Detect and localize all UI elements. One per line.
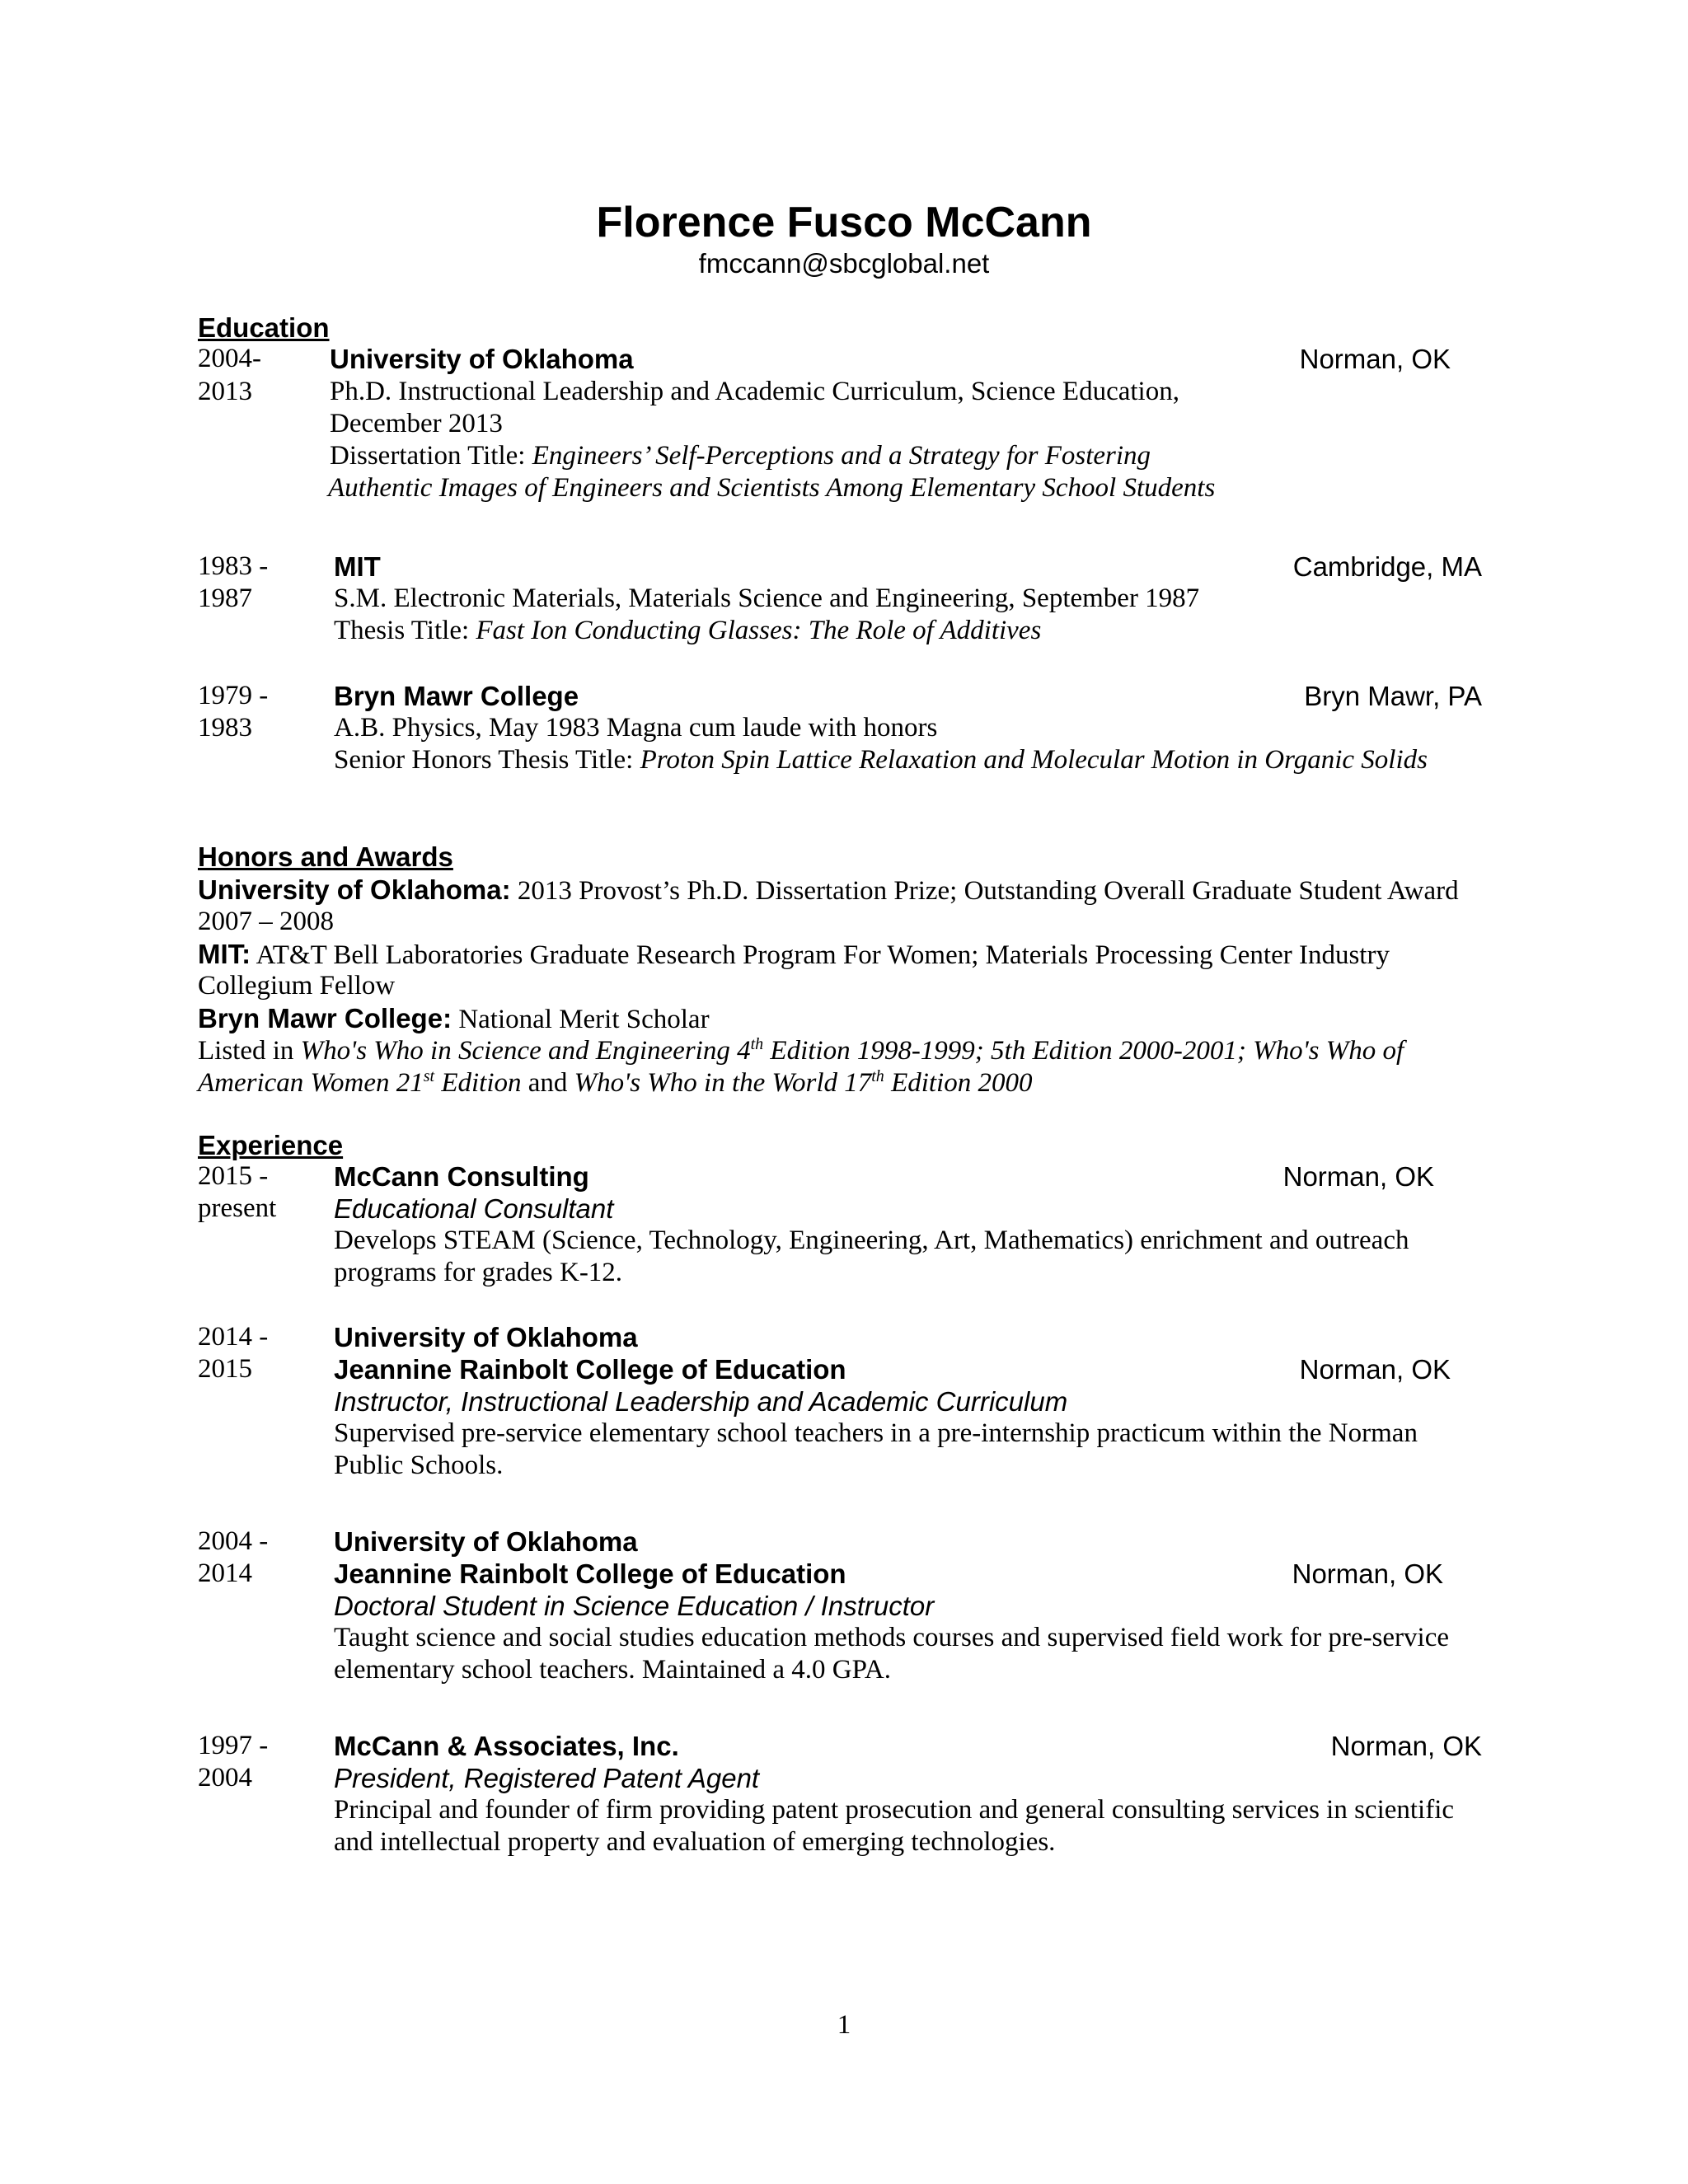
honors-listed-line1: [198, 1035, 1404, 1067]
edu-2-year-end: 1987: [198, 583, 252, 613]
edu-3-institution: Bryn Mawr College: [334, 681, 579, 711]
edu-3-year-start: 1979 -: [198, 681, 269, 710]
edu-3-location: Bryn Mawr, PA: [1304, 681, 1482, 711]
listed-sup-th: th: [750, 1035, 764, 1053]
exp-4-role: President, Registered Patent Agent: [334, 1763, 760, 1793]
exp-1-desc-line2: programs for grades K-12.: [334, 1258, 623, 1287]
exp-4-year-end: 2004: [198, 1763, 252, 1793]
edu-2-degree-line1: S.M. Electronic Materials, Materials Science and Engineering, September 1987: [334, 583, 1200, 613]
exp-2-org: University of Oklahoma: [334, 1322, 638, 1352]
exp-4-year-start: 1997 -: [198, 1731, 269, 1760]
listed-edition: Edition: [434, 1068, 522, 1098]
exp-2-role: Instructor, Instructional Leadership and Academic Curriculum: [334, 1386, 1068, 1417]
edu-3-title: Proton Spin Lattice Relaxation and Molecular Motion in Organic Solids: [640, 745, 1428, 775]
exp-1-year-end: present: [198, 1193, 277, 1223]
exp-1-role: Educational Consultant: [334, 1193, 614, 1224]
exp-2-year-end: 2015: [198, 1354, 252, 1384]
exp-2-desc-line2: Public Schools.: [334, 1451, 504, 1480]
edu-1-title-line1: Engineers’ Self-Perceptions and a Strategy for Fostering: [532, 441, 1151, 471]
education-heading: Education: [198, 312, 330, 343]
honors-mit-text: AT&T Bell Laboratories Graduate Research Program For Women; Materials Processing Center Industry: [251, 940, 1390, 970]
exp-3-org-college: Jeannine Rainbolt College of Education: [334, 1558, 846, 1589]
contact-email: fmccann@sbcglobal.net: [698, 248, 990, 279]
listed-edition-2000: Edition 2000: [884, 1068, 1033, 1098]
edu-2-year-start: 1983 -: [198, 551, 269, 581]
honors-listed-line2: [198, 1067, 1032, 1099]
listed-whos-who-world: Who's Who in the World 17: [574, 1068, 872, 1098]
edu-3-degree-line1: A.B. Physics, May 1983 Magna cum laude with honors: [334, 713, 938, 743]
honors-mit: [198, 938, 1390, 972]
edu-2-institution: MIT: [334, 551, 381, 582]
honors-mit-label: MIT:: [198, 939, 251, 969]
exp-4-location: Norman, OK: [1330, 1731, 1482, 1761]
exp-3-org: University of Oklahoma: [334, 1526, 638, 1557]
honors-heading: Honors and Awards: [198, 841, 453, 872]
honors-bmc-text: National Merit Scholar: [452, 1005, 710, 1034]
exp-4-org: McCann & Associates, Inc.: [334, 1731, 679, 1761]
edu-1-institution: University of Oklahoma: [330, 344, 634, 374]
exp-3-desc-line2: elementary school teachers. Maintained a 4.0 GPA.: [334, 1655, 892, 1685]
honors-bmc: [198, 1002, 710, 1036]
listed-prefix: Listed in: [198, 1036, 301, 1066]
listed-and: and: [521, 1068, 574, 1098]
exp-4-desc-line2: and intellectual property and evaluation of emerging technologies.: [334, 1827, 1056, 1857]
resume-name: Florence Fusco McCann: [596, 199, 1092, 246]
edu-2-thesis: [334, 615, 1041, 647]
listed-whos-who-science: Who's Who in Science and Engineering 4: [300, 1036, 751, 1066]
exp-3-location: Norman, OK: [1292, 1558, 1443, 1589]
edu-3-title-label: Senior Honors Thesis Title:: [334, 745, 640, 775]
exp-3-year-end: 2014: [198, 1558, 252, 1588]
edu-1-title-line2: Authentic Images of Engineers and Scientists Among Elementary School Students: [328, 473, 1216, 503]
edu-1-degree-line1: Ph.D. Instructional Leadership and Academic Curriculum, Science Education,: [330, 377, 1179, 406]
honors-mit-text2: Collegium Fellow: [198, 971, 396, 1001]
edu-1-year-start: 2004-: [198, 344, 261, 373]
edu-1-degree-line2: December 2013: [330, 409, 503, 438]
exp-1-location: Norman, OK: [1282, 1161, 1434, 1192]
edu-3-year-end: 1983: [198, 713, 252, 743]
honors-ou-text: 2013 Provost’s Ph.D. Dissertation Prize; Outstanding Overall Graduate Student Award: [510, 876, 1459, 906]
exp-4-desc-line1: Principal and founder of firm providing patent prosecution and general consulting services in scientific: [334, 1795, 1455, 1825]
exp-1-year-start: 2015 -: [198, 1161, 269, 1191]
exp-2-year-start: 2014 -: [198, 1322, 269, 1352]
exp-3-year-start: 2004 -: [198, 1526, 269, 1556]
page-number: 1: [837, 2010, 851, 2040]
edu-2-location: Cambridge, MA: [1292, 551, 1482, 582]
edu-2-title: Fast Ion Conducting Glasses: The Role of Additives: [476, 616, 1042, 645]
listed-sup-st: st: [423, 1067, 435, 1085]
edu-1-title-label: Dissertation Title:: [330, 441, 532, 471]
exp-2-location: Norman, OK: [1299, 1354, 1451, 1385]
experience-heading: Experience: [198, 1130, 344, 1160]
edu-1-location: Norman, OK: [1299, 344, 1451, 374]
exp-3-role: Doctoral Student in Science Education / Instructor: [334, 1591, 935, 1621]
edu-3-thesis: [334, 744, 1428, 776]
edu-1-year-end: 2013: [198, 377, 252, 406]
exp-2-org-college: Jeannine Rainbolt College of Education: [334, 1354, 846, 1385]
exp-1-desc-line1: Develops STEAM (Science, Technology, Engineering, Art, Mathematics) enrichment and outreach: [334, 1226, 1409, 1255]
listed-sup-th-2: th: [871, 1067, 884, 1085]
honors-ou-label: University of Oklahoma:: [198, 874, 511, 905]
exp-2-desc-line1: Supervised pre-service elementary school teachers in a pre-internship practicum within the Norman: [334, 1418, 1418, 1448]
honors-ou-years: 2007 – 2008: [198, 907, 334, 936]
honors-ou: [198, 874, 1459, 907]
exp-1-org: McCann Consulting: [334, 1161, 589, 1192]
edu-2-title-label: Thesis Title:: [334, 616, 476, 645]
exp-3-desc-line1: Taught science and social studies education methods courses and supervised field work for pre-service: [334, 1623, 1449, 1652]
edu-1-dissertation: [330, 440, 1151, 472]
listed-american-women: American Women 21: [198, 1068, 424, 1098]
listed-editions: Edition 1998-1999; 5th Edition 2000-2001; Who's Who of: [763, 1036, 1404, 1066]
honors-bmc-label: Bryn Mawr College:: [198, 1003, 452, 1033]
